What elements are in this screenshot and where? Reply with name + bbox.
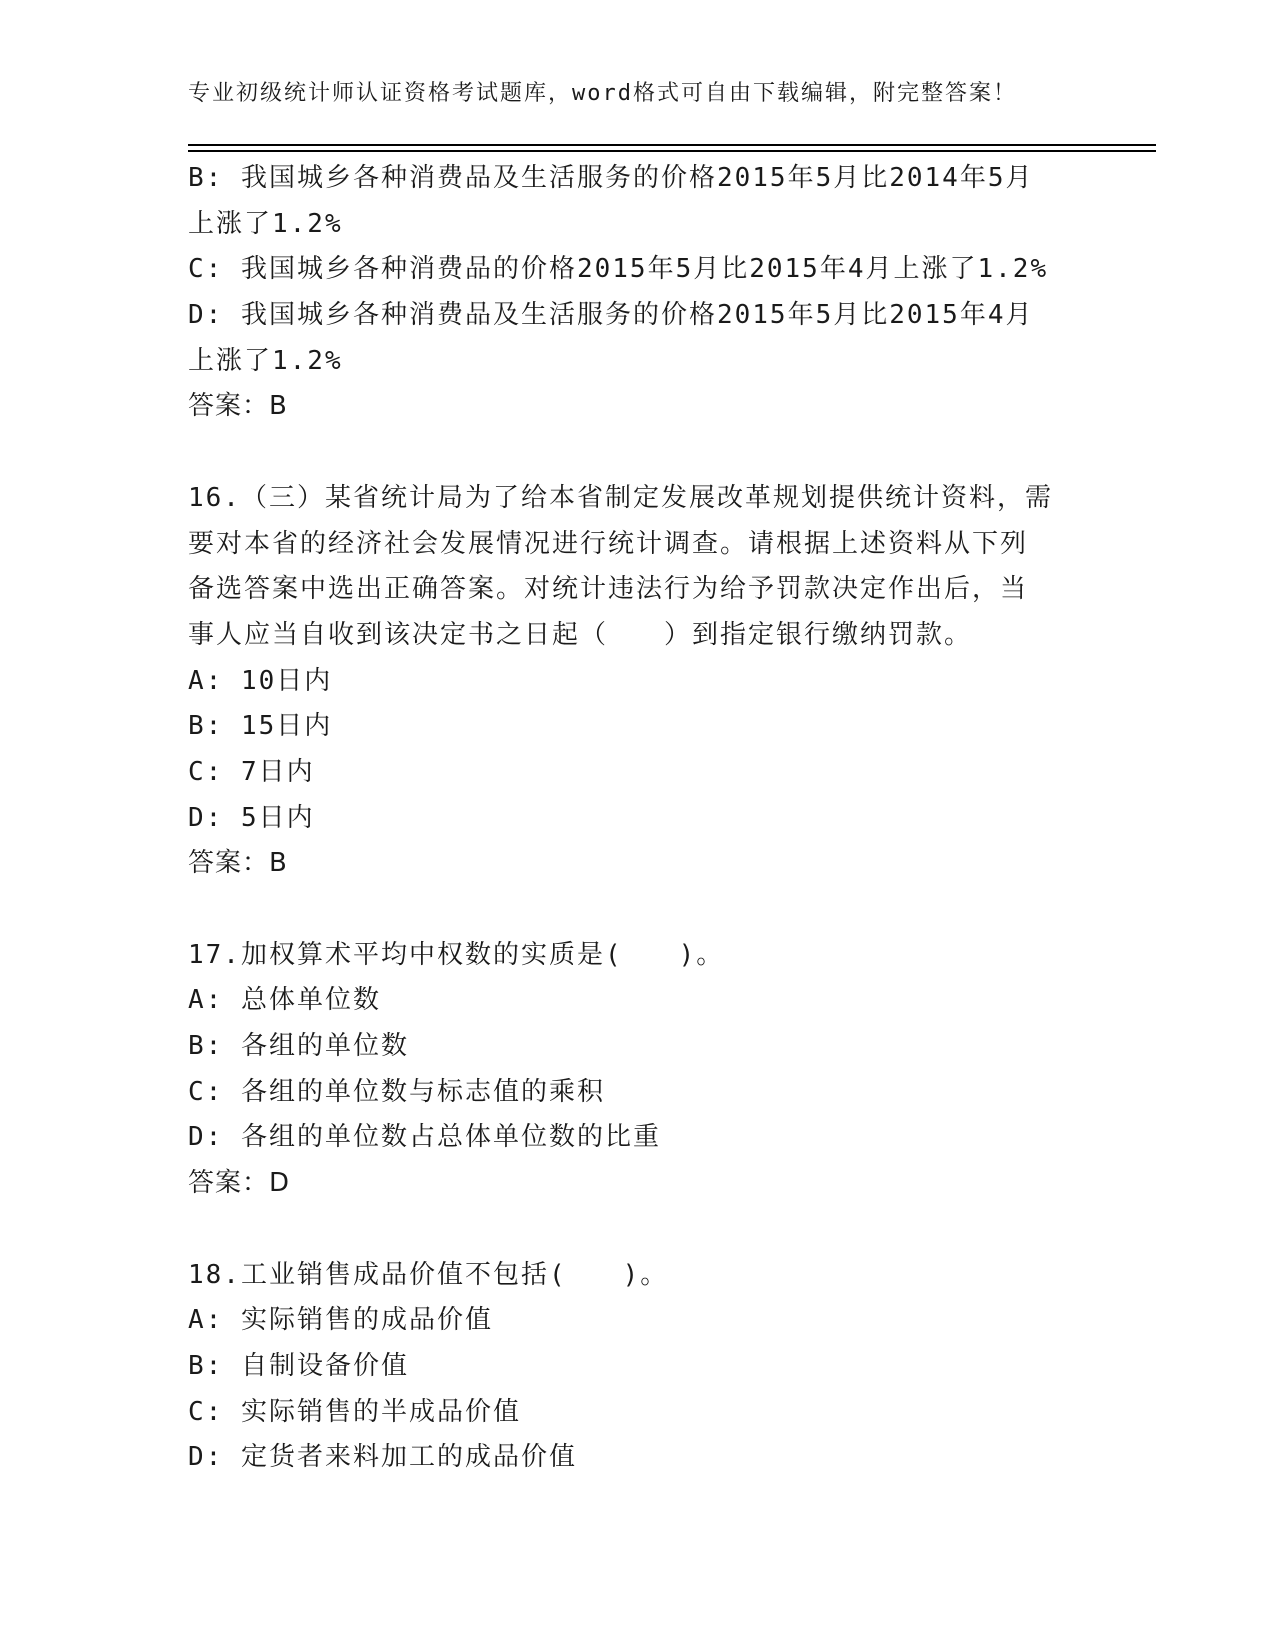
- header-rule-top: [188, 144, 1156, 146]
- q16-option-a: A: 10日内: [188, 665, 333, 696]
- option-d-line-2: 上涨了1.2%: [188, 345, 343, 376]
- option-b-line-1: B: 我国城乡各种消费品及生活服务的价格2015年5月比2014年5月: [188, 163, 1034, 193]
- q16-stem-line-4: 事人应当自收到该决定书之日起（ ）到指定银行缴纳罚款。: [188, 619, 973, 650]
- header-rule-bottom: [188, 150, 1156, 152]
- q18-option-d: D: 定货者来料加工的成品价值: [188, 1442, 577, 1473]
- q17-stem: 17.加权算术平均中权数的实质是( )。: [188, 939, 725, 970]
- q17-option-c: C: 各组的单位数与标志值的乘积: [188, 1076, 605, 1107]
- q16-stem-line-1: 16.（三）某省统计局为了给本省制定发展改革规划提供统计资料，需: [188, 482, 1053, 513]
- document-body: [188, 156, 1088, 1481]
- q17-option-b: B: 各组的单位数: [188, 1031, 409, 1062]
- q18-option-a: A: 实际销售的成品价值: [188, 1305, 493, 1336]
- q18-stem: 18.工业销售成品价值不包括( )。: [188, 1259, 669, 1290]
- q16-option-d: D: 5日内: [188, 802, 315, 833]
- q16-stem-line-2: 要对本省的经济社会发展情况进行统计调查。请根据上述资料从下列: [188, 528, 1029, 559]
- answer-17: 答案：D: [188, 1168, 291, 1199]
- q17-option-d: D: 各组的单位数占总体单位数的比重: [188, 1122, 661, 1153]
- q18-option-b: B: 自制设备价值: [188, 1350, 409, 1381]
- option-c: C: 我国城乡各种消费品的价格2015年5月比2015年4月上涨了1.2%: [188, 254, 1049, 285]
- option-d-line-1: D: 我国城乡各种消费品及生活服务的价格2015年5月比2015年4月: [188, 300, 1034, 331]
- answer-15: 答案：B: [188, 391, 288, 422]
- q18-option-c: C: 实际销售的半成品价值: [188, 1396, 521, 1427]
- q17-option-a: A: 总体单位数: [188, 985, 381, 1016]
- q16-stem-line-3: 备选答案中选出正确答案。对统计违法行为给予罚款决定作出后，当: [188, 574, 1029, 605]
- q16-option-b: B: 15日内: [188, 711, 333, 742]
- q16-option-c: C: 7日内: [188, 756, 315, 787]
- document-header: 专业初级统计师认证资格考试题库，word格式可自由下载编辑，附完整答案！: [188, 81, 1017, 106]
- option-b-line-2: 上涨了1.2%: [188, 208, 343, 239]
- answer-16: 答案：B: [188, 848, 288, 879]
